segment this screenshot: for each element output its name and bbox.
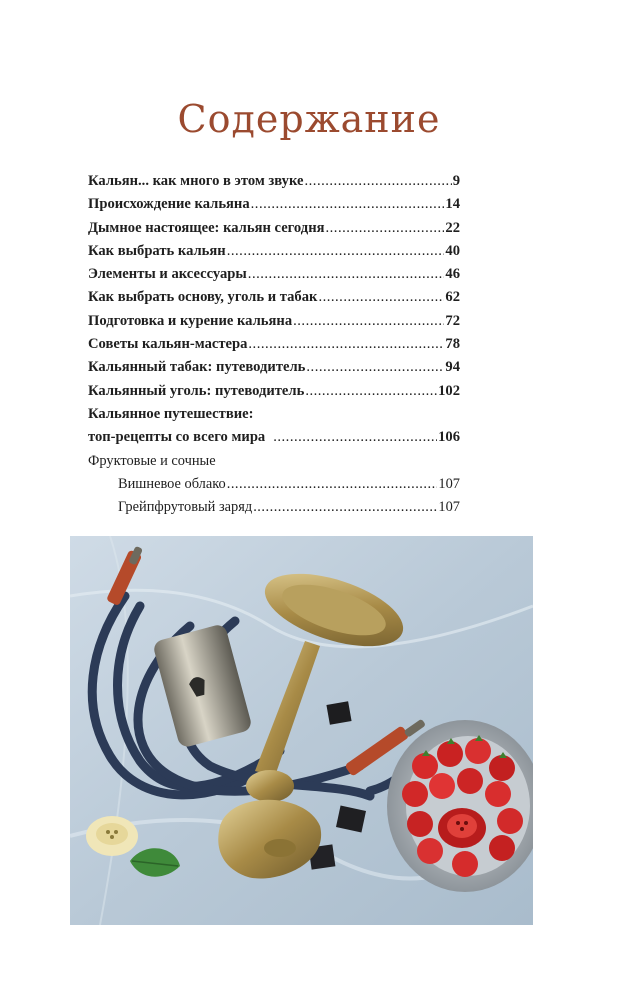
toc-entry-title: Элементы и аксессуары (88, 266, 247, 283)
toc-entry (88, 403, 460, 426)
toc-entry-page: 106 (438, 429, 460, 446)
toc-entry-page: 94 (445, 359, 460, 376)
dot-leader (248, 263, 445, 286)
toc-entry-title: Как выбрать основу, уголь и табак (88, 289, 318, 306)
toc-entry-title: Подготовка и курение кальяна (88, 312, 293, 329)
toc-entry (88, 496, 460, 519)
dot-leader (293, 310, 444, 333)
toc-entry-title: Кальянный табак: путеводитель (88, 359, 306, 376)
dot-leader (251, 193, 445, 216)
toc-entry-title: Кальян... как много в этом звуке (88, 173, 304, 189)
toc-entry (88, 473, 460, 496)
toc-entry-page: 46 (445, 266, 460, 283)
table-of-contents (88, 170, 460, 519)
dot-leader (227, 473, 438, 496)
toc-entry-page: 62 (445, 289, 460, 306)
hookah-photo (70, 536, 533, 925)
dot-leader (305, 170, 452, 193)
toc-entry-title: Кальянное путешествие: (88, 405, 254, 422)
toc-entry (88, 193, 460, 216)
toc-entry (88, 310, 460, 333)
toc-entry (88, 380, 460, 403)
toc-entry-title: Дымное настоящее: кальян сегодня (88, 219, 325, 236)
toc-entry (88, 333, 460, 356)
toc-entry-title: Советы кальян-мастера (88, 336, 248, 353)
toc-entry (88, 263, 460, 286)
toc-entry-page: 72 (445, 312, 460, 329)
dot-leader (248, 333, 444, 356)
toc-entry-page: 102 (438, 382, 460, 399)
toc-entry-title: топ-рецепты со всего мира (88, 429, 266, 446)
toc-entry-title: Фруктовые и сочные (88, 452, 216, 469)
toc-entry-page: 107 (438, 475, 460, 492)
dot-leader (326, 217, 445, 240)
toc-entry (88, 450, 460, 473)
toc-entry-page: 14 (445, 196, 460, 213)
toc-entry-page: 78 (445, 336, 460, 353)
dot-leader (318, 286, 444, 309)
toc-entry-title: Кальянный уголь: путеводитель (88, 382, 305, 399)
toc-entry (88, 240, 460, 263)
toc-entry-title: Как выбрать кальян (88, 242, 226, 259)
toc-entry (88, 426, 460, 449)
toc-entry-title: Грейпфрутовый заряд (118, 499, 253, 516)
toc-entry-page: 40 (445, 242, 460, 259)
toc-entry-title: Вишневое облако (118, 475, 226, 492)
toc-entry (88, 286, 460, 309)
toc-entry (88, 170, 460, 193)
dot-leader (227, 240, 445, 263)
dot-leader (273, 426, 437, 449)
dot-leader (253, 496, 437, 519)
toc-entry-title: Происхождение кальяна (88, 196, 250, 213)
toc-entry (88, 356, 460, 379)
toc-entry (88, 217, 460, 240)
dot-leader (306, 356, 444, 379)
toc-entry-page: 22 (445, 219, 460, 236)
toc-entry-page: 9 (452, 173, 460, 189)
toc-entry-page: 107 (438, 499, 460, 516)
page-title: Содержание (177, 97, 441, 141)
dot-leader (305, 380, 437, 403)
